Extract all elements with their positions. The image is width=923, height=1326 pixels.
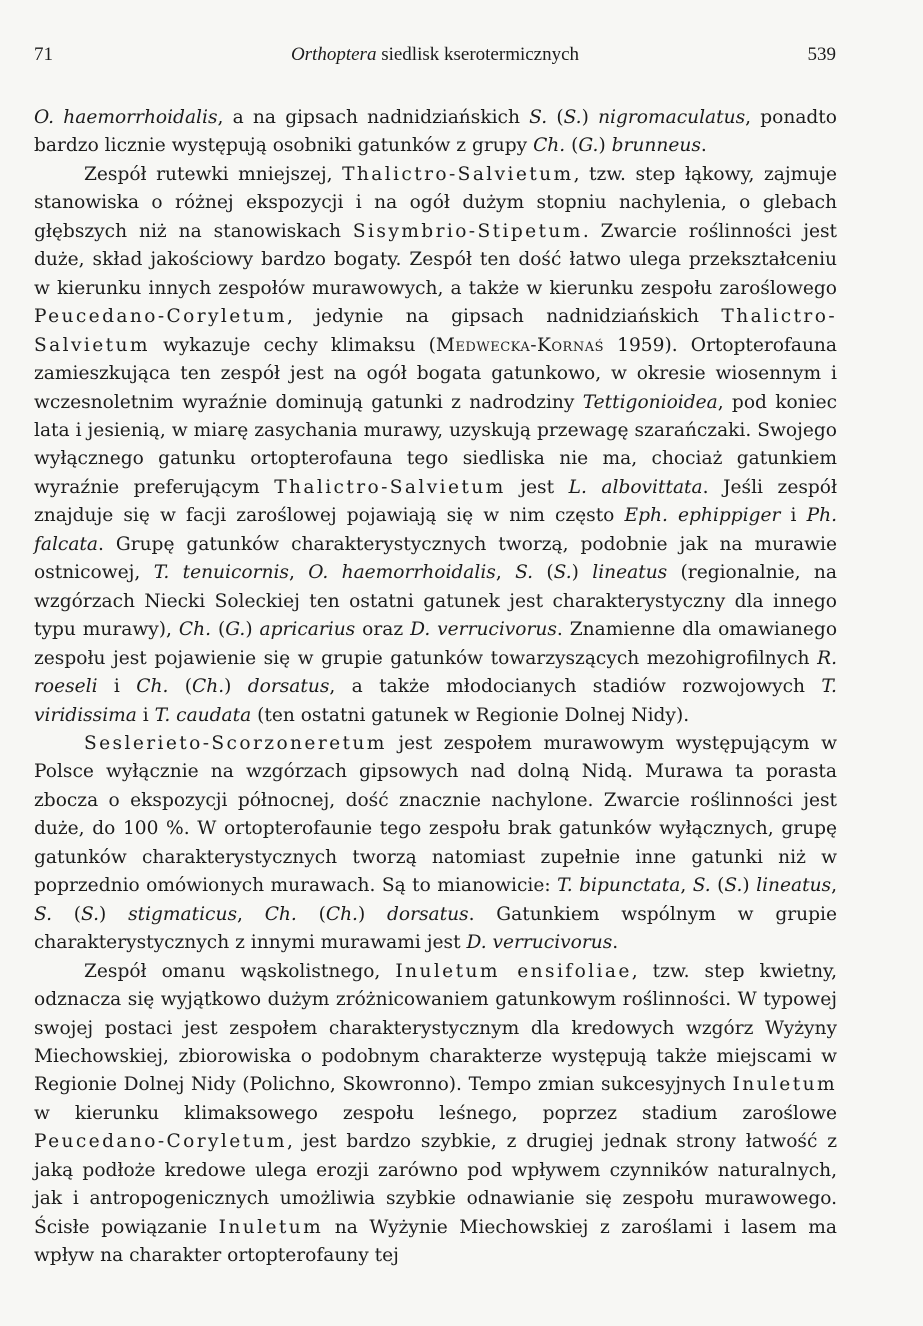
taxon-name: lineatus <box>592 562 668 584</box>
running-title-rest: siedlisk kserotermicznych <box>376 44 580 65</box>
taxon-name: S. <box>81 903 100 925</box>
taxon-name: S. <box>34 903 52 925</box>
spaced-term: Thalictro-Salvietum <box>274 476 506 498</box>
taxon-name: Ch. <box>325 903 358 925</box>
running-title-italic: Orthoptera <box>290 44 377 65</box>
taxon-name: dorsatus <box>387 903 469 925</box>
spaced-term: Peucedano-Coryletum <box>34 1131 287 1153</box>
taxon-name: Tettigonioidea <box>582 391 718 413</box>
page-number-left: 71 <box>34 44 53 65</box>
spaced-term: Thalictro-Salvietum <box>34 306 837 356</box>
taxon-name: lineatus <box>756 875 832 897</box>
taxon-name: S. <box>724 875 743 897</box>
taxon-name: O. haemorrhoidalis <box>34 107 218 128</box>
paragraph-4: Zespół omanu wąskolistnego, Inuletum ensifoliae, tzw. step kwietny, odznacza się wyjątkowo dużym zróżnicowaniem gatunkowym roślinności. W typowej swojej postaci jest zespołem charakterystycznym dla kredowych wzgórz Wyżyny Miechowskiej, zbiorowiska o podobnym charakterze występują także miejscami w Regionie Dolnej Nidy (Polichno, Skowronno). Tempo zmian sukcesyjnych Inuletum w kierunku klimaksowego zespołu leśnego, poprzez stadium zaroślowe Peucedano-Coryletum, jest bardzo szybkie, z drugiej jednak strony łatwość z jaką podłoże kredowe ulega erozji zarówno pod wpływem czynników naturalnych, jak i antropogenicznych umożliwia szybkie odnawianie się zespołu murawowego. Ścisłe powiązanie Inuletum na Wyżynie Miechowskiej z zaroślami i lasem ma wpływ na charakter ortopterofauny tej <box>34 960 837 1267</box>
body-text <box>34 104 837 1271</box>
taxon-name: Ch. <box>264 903 297 925</box>
taxon-name: S. <box>563 107 582 128</box>
page-number-right: 539 <box>807 44 836 65</box>
taxon-name: D. verrucivorus <box>410 619 557 641</box>
taxon-name: stigmaticus <box>128 903 237 925</box>
taxon-name: T. tenuicornis <box>153 562 289 584</box>
spaced-term: Inuletum <box>732 1074 837 1096</box>
running-header <box>34 44 836 72</box>
taxon-name: T. viridissima <box>34 676 837 726</box>
taxon-name: Ch. <box>533 135 566 157</box>
taxon-name: T. caudata <box>154 704 252 726</box>
spaced-term: Sisymbrio-Stipetum <box>352 220 583 242</box>
taxon-name: L. albovittata <box>568 476 703 498</box>
taxon-name: Eph. ephippiger <box>624 505 781 527</box>
taxon-name: G. <box>578 135 599 157</box>
spaced-term: Peucedano-Coryletum <box>34 306 287 328</box>
paragraph-3: Seslerieto-Scorzoneretum jest zespołem murawowym występującym w Polsce wyłącznie na wzgórzach gipsowych nad dolną Nidą. Murawa ta porasta zbocza o ekspozycji północnej, dość znacznie nachylone. Zwarcie roślinności jest duże, do 100 %. W ortopterofaunie tego zespołu brak gatunków wyłącznych, grupę gatunków charakterystycznych tworzą natomiast zupełnie inne gatunki niż w poprzednio omówionych murawach. Są to mianowicie: T. bipunctata, S. (S.) lineatus, S. (S.) stigmaticus, Ch. (Ch.) dorsatus. Gatunkiem wspólnym w grupie charakterystycznych z innymi murawami jest D. verrucivorus. <box>34 732 838 954</box>
taxon-name: S. <box>692 875 711 897</box>
taxon-name: apricarius <box>259 619 356 641</box>
taxon-name: Ch. <box>178 619 212 641</box>
paragraph-2: Zespół rutewki mniejszej, Thalictro-Salvietum, tzw. step łąkowy, zajmuje stanowiska o różnej ekspozycji i na ogół dużym stopniu nachylenia, o glebach głębszych niż na stanowiskach Sisymbrio-Stipetum. Zwarcie roślinności jest duże, skład jakościowy bardzo bogaty. Zespół ten dość łatwo ulega przekształceniu w kierunku innych zespołów murawowych, a także w kierunku zespołu zaroślowego Peucedano-Coryletum, jedynie na gipsach nadnidziańskich Thalictro-Salvietum wykazuje cechy klimaksu (Medwecka-Kornaś 1959). Ortopterofauna zamieszkująca ten zespół jest na ogół bogata gatunkowo, w okresie wiosennym i wczesnoletnim wyraźnie dominują gatunki z nadrodziny Tettigonioidea, pod koniec lata i jesienią, w miarę zasychania murawy, uzyskują przewagę szarańczaki. Swojego wyłącznego gatunku ortopterofauna tego siedliska nie ma, chociaż gatunkiem wyraźnie preferującym Thalictro-Salvietum jest L. albovittata. Jeśli zespół znajduje się w facji zaroślowej pojawiają się w nim często Eph. ephippiger i Ph. falcata. Grupę gatunków charakterystycznych tworzą, podobnie jak na murawie ostnicowej, T. tenuicornis, O. haemorrhoidalis, S. (S.) lineatus (regionalnie, na wzgórzach Niecki Soleckiej ten ostatni gatunek jest charakterystyczny dla innego typu murawy), Ch. (G.) apricarius oraz D. verrucivorus. Znamienne dla omawianego zespołu jest pojawienie się w grupie gatunków towarzyszących mezohigrofilnych R. roeseli i Ch. (Ch.) dorsatus, a także młodocianych stadiów rozwojowych T. viridissima i T. caudata (ten ostatni gatunek w Regionie Dolnej Nidy). <box>34 163 838 726</box>
taxon-name: D. verrucivorus <box>466 932 613 954</box>
spaced-term: Thalictro-Salvietum <box>342 163 574 185</box>
taxon-name: S. <box>515 562 534 584</box>
taxon-name: O. haemorrhoidalis <box>308 562 496 584</box>
taxon-name: G. <box>225 619 246 641</box>
paragraph-1: O. haemorrhoidalis, a na gipsach nadnidziańskich S. (S.) nigromaculatus, ponadto bardzo licznie występują osobniki gatunków z grupy Ch. (G.) brunneus. <box>34 107 837 157</box>
taxon-name: dorsatus <box>247 676 330 698</box>
spaced-term: Inuletum ensifoliae <box>395 960 632 982</box>
taxon-name: R. roeseli <box>34 647 837 698</box>
taxon-name: Ch. <box>192 676 225 698</box>
taxon-name: T. bipunctata <box>557 875 681 897</box>
taxon-name: S. <box>553 562 572 584</box>
running-title <box>34 44 836 66</box>
taxon-name: Ch. <box>136 676 169 698</box>
taxon-name: S. <box>529 107 548 128</box>
taxon-name: nigromaculatus <box>598 107 746 128</box>
taxon-name: Ph. falcata <box>34 505 837 555</box>
taxon-name: brunneus <box>611 135 701 157</box>
spaced-term: Seslerieto-Scorzoneretum <box>84 732 387 754</box>
spaced-term: Inuletum <box>218 1216 324 1238</box>
spaced-term: Medwecka-Kornaś <box>435 334 605 356</box>
